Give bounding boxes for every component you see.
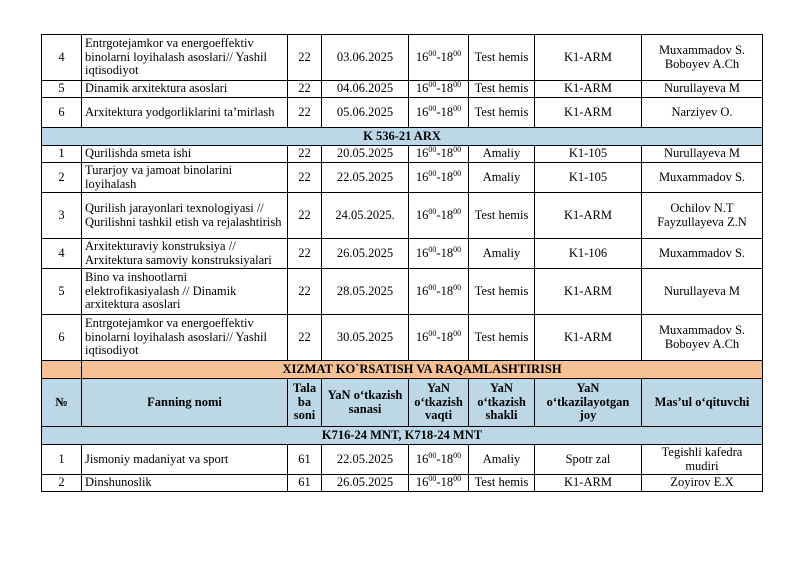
subject-name: Bino va inshootlarni elektrofikasiyalash // Dinamik arxitektura asoslari	[82, 269, 288, 315]
exam-form: Test hemis	[469, 98, 535, 128]
time-start-minutes: 00	[428, 48, 437, 58]
time-start-minutes: 00	[428, 244, 437, 254]
time-separator: -	[436, 245, 441, 260]
header-exam-date: YaN o‘tkazish sanasi	[322, 379, 409, 427]
exam-time	[409, 475, 469, 492]
table-row	[42, 193, 763, 239]
exam-place: K1-ARM	[535, 193, 642, 239]
group-header-row	[42, 427, 763, 445]
time-start-hour: 16	[415, 245, 429, 260]
row-number: 3	[42, 193, 82, 239]
faculty-title: XIZMAT KO`RSATISH VA RAQAMLASHTIRISH	[82, 361, 763, 379]
time-end-hour: 18	[440, 49, 454, 64]
header-subject: Fanning nomi	[82, 379, 288, 427]
column-header-row	[42, 379, 763, 427]
row-number: 5	[42, 269, 82, 315]
time-separator: -	[436, 283, 441, 298]
exam-form: Test hemis	[469, 193, 535, 239]
table-row	[42, 81, 763, 98]
table-row	[42, 315, 763, 361]
subject-name: Turarjoy va jamoat binolarini loyihalash	[82, 163, 288, 193]
exam-time	[409, 81, 469, 98]
time-start-hour: 16	[415, 49, 429, 64]
teacher-name: Ochilov N.T Fayzullayeva Z.N	[642, 193, 763, 239]
teacher-name: Muxammadov S. Boboyev A.Ch	[642, 315, 763, 361]
row-number: 4	[42, 239, 82, 269]
time-end-hour: 18	[440, 451, 454, 466]
header-student-count: Tala ba soni	[288, 379, 322, 427]
student-count: 22	[288, 269, 322, 315]
student-count: 61	[288, 445, 322, 475]
exam-date: 04.06.2025	[322, 81, 409, 98]
time-end-hour: 18	[440, 329, 454, 344]
exam-form: Test hemis	[469, 35, 535, 81]
student-count: 22	[288, 98, 322, 128]
time-start-hour: 16	[415, 475, 429, 490]
time-end-minutes: 00	[453, 80, 462, 90]
time-separator: -	[436, 169, 441, 184]
exam-form: Amaliy	[469, 163, 535, 193]
time-end-minutes: 00	[453, 450, 462, 460]
time-separator: -	[436, 451, 441, 466]
student-count: 61	[288, 475, 322, 492]
exam-date: 22.05.2025	[322, 163, 409, 193]
schedule-rows-k716	[42, 445, 763, 492]
time-end-minutes: 00	[453, 244, 462, 254]
exam-time	[409, 193, 469, 239]
row-number: 5	[42, 81, 82, 98]
subject-name: Qurilish jarayonlari texnologiyasi // Qurilishni tashkil etish va rejalashtirish	[82, 193, 288, 239]
time-separator: -	[436, 49, 441, 64]
table-row	[42, 98, 763, 128]
exam-date: 30.05.2025	[322, 315, 409, 361]
time-separator: -	[436, 104, 441, 119]
exam-date: 28.05.2025	[322, 269, 409, 315]
exam-form: Amaliy	[469, 146, 535, 163]
time-end-hour: 18	[440, 475, 454, 490]
row-number: 4	[42, 35, 82, 81]
faculty-section-row	[42, 361, 763, 379]
schedule-rows-k536	[42, 146, 763, 361]
time-start-hour: 16	[415, 104, 429, 119]
exam-date: 26.05.2025	[322, 475, 409, 492]
teacher-name: Tegishli kafedra mudiri	[642, 445, 763, 475]
time-end-minutes: 00	[453, 103, 462, 113]
table-row	[42, 146, 763, 163]
subject-name: Arxitekturaviy konstruksiya // Arxitektura samoviy konstruksiyalari	[82, 239, 288, 269]
exam-time	[409, 315, 469, 361]
time-start-minutes: 00	[428, 168, 437, 178]
exam-schedule-table	[41, 34, 763, 492]
time-start-hour: 16	[415, 283, 429, 298]
section-left-cell	[42, 361, 82, 379]
subject-name: Entrgotejamkor va energoeffektiv binolarni loyihalash asoslari// Yashil iqtisodiyot	[82, 315, 288, 361]
exam-form: Amaliy	[469, 239, 535, 269]
table-row	[42, 239, 763, 269]
time-start-minutes: 00	[428, 450, 437, 460]
table-row	[42, 35, 763, 81]
group-k536-section	[42, 128, 763, 146]
time-start-hour: 16	[415, 146, 429, 161]
time-start-hour: 16	[415, 169, 429, 184]
exam-time	[409, 269, 469, 315]
header-number: №	[42, 379, 82, 427]
exam-date: 20.05.2025	[322, 146, 409, 163]
exam-form: Test hemis	[469, 315, 535, 361]
faculty-section	[42, 361, 763, 445]
exam-date: 24.05.2025.	[322, 193, 409, 239]
time-start-hour: 16	[415, 451, 429, 466]
table-row	[42, 163, 763, 193]
time-end-minutes: 00	[453, 474, 462, 484]
table-row	[42, 475, 763, 492]
row-number: 1	[42, 445, 82, 475]
student-count: 22	[288, 193, 322, 239]
exam-form: Test hemis	[469, 269, 535, 315]
time-end-hour: 18	[440, 283, 454, 298]
teacher-name: Narziyev O.	[642, 98, 763, 128]
time-end-hour: 18	[440, 169, 454, 184]
time-separator: -	[436, 329, 441, 344]
exam-time	[409, 445, 469, 475]
subject-name: Dinshunoslik	[82, 475, 288, 492]
exam-place: Spotr zal	[535, 445, 642, 475]
header-exam-place: YaN o‘tkazilayotgan joy	[535, 379, 642, 427]
exam-form: Amaliy	[469, 445, 535, 475]
time-start-minutes: 00	[428, 80, 437, 90]
exam-place: K1-105	[535, 163, 642, 193]
time-end-hour: 18	[440, 81, 454, 96]
time-start-minutes: 00	[428, 474, 437, 484]
exam-date: 03.06.2025	[322, 35, 409, 81]
time-separator: -	[436, 475, 441, 490]
exam-time	[409, 35, 469, 81]
subject-name: Jismoniy madaniyat va sport	[82, 445, 288, 475]
time-end-minutes: 00	[453, 48, 462, 58]
exam-date: 26.05.2025	[322, 239, 409, 269]
table-row	[42, 269, 763, 315]
exam-place: K1-ARM	[535, 81, 642, 98]
exam-place: K1-ARM	[535, 315, 642, 361]
time-end-minutes: 00	[453, 328, 462, 338]
time-start-minutes: 00	[428, 206, 437, 216]
time-end-minutes: 00	[453, 282, 462, 292]
student-count: 22	[288, 239, 322, 269]
time-start-minutes: 00	[428, 145, 437, 155]
teacher-name: Muxammadov S.	[642, 163, 763, 193]
table-row	[42, 445, 763, 475]
exam-date: 05.06.2025	[322, 98, 409, 128]
exam-place: K1-105	[535, 146, 642, 163]
row-number: 2	[42, 475, 82, 492]
student-count: 22	[288, 315, 322, 361]
row-number: 6	[42, 315, 82, 361]
exam-form: Test hemis	[469, 81, 535, 98]
teacher-name: Nurullayeva M	[642, 81, 763, 98]
teacher-name: Muxammadov S. Boboyev A.Ch	[642, 35, 763, 81]
exam-place: K1-ARM	[535, 98, 642, 128]
group-title: K716-24 MNT, K718-24 MNT	[42, 427, 763, 445]
time-end-minutes: 00	[453, 145, 462, 155]
schedule-rows-top	[42, 35, 763, 128]
exam-time	[409, 163, 469, 193]
time-end-hour: 18	[440, 207, 454, 222]
subject-name: Qurilishda smeta ishi	[82, 146, 288, 163]
subject-name: Arxitektura yodgorliklarini ta’mirlash	[82, 98, 288, 128]
exam-time	[409, 146, 469, 163]
exam-place: K1-ARM	[535, 35, 642, 81]
time-end-hour: 18	[440, 245, 454, 260]
teacher-name: Nurullayeva M	[642, 269, 763, 315]
row-number: 2	[42, 163, 82, 193]
exam-place: K1-ARM	[535, 475, 642, 492]
teacher-name: Nurullayeva M	[642, 146, 763, 163]
time-start-hour: 16	[415, 81, 429, 96]
student-count: 22	[288, 163, 322, 193]
time-end-hour: 18	[440, 146, 454, 161]
time-end-minutes: 00	[453, 206, 462, 216]
exam-form: Test hemis	[469, 475, 535, 492]
header-teacher: Mas’ul o‘qituvchi	[642, 379, 763, 427]
row-number: 6	[42, 98, 82, 128]
student-count: 22	[288, 81, 322, 98]
subject-name: Entrgotejamkor va energoeffektiv binolarni loyihalash asoslari// Yashil iqtisodiyot	[82, 35, 288, 81]
time-separator: -	[436, 146, 441, 161]
time-end-minutes: 00	[453, 168, 462, 178]
student-count: 22	[288, 146, 322, 163]
exam-place: K1-106	[535, 239, 642, 269]
header-exam-form: YaN o‘tkazish shakli	[469, 379, 535, 427]
time-start-minutes: 00	[428, 103, 437, 113]
group-title: K 536-21 ARX	[42, 128, 763, 146]
subject-name: Dinamik arxitektura asoslari	[82, 81, 288, 98]
time-start-minutes: 00	[428, 282, 437, 292]
student-count: 22	[288, 35, 322, 81]
time-separator: -	[436, 207, 441, 222]
exam-date: 22.05.2025	[322, 445, 409, 475]
teacher-name: Zoyirov E.X	[642, 475, 763, 492]
exam-place: K1-ARM	[535, 269, 642, 315]
row-number: 1	[42, 146, 82, 163]
exam-time	[409, 98, 469, 128]
time-separator: -	[436, 81, 441, 96]
time-end-hour: 18	[440, 104, 454, 119]
time-start-hour: 16	[415, 207, 429, 222]
time-start-hour: 16	[415, 329, 429, 344]
exam-time	[409, 239, 469, 269]
time-start-minutes: 00	[428, 328, 437, 338]
group-header-row	[42, 128, 763, 146]
teacher-name: Muxammadov S.	[642, 239, 763, 269]
header-exam-time: YaN o‘tkazish vaqti	[409, 379, 469, 427]
